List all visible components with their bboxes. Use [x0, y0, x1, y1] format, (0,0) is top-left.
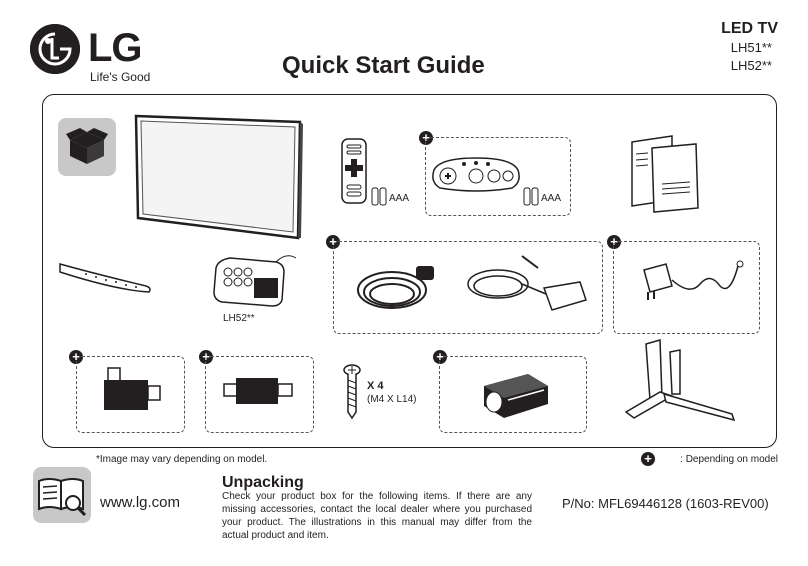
remote-lh52-illustration	[210, 252, 300, 317]
product-type: LED TV	[721, 20, 778, 37]
part-number: P/No: MFL69446128 (1603-REV00)	[562, 496, 769, 511]
optional-plus-icon: +	[326, 235, 340, 249]
unpacking-text: Check your product box for the following items. If there are any missing accessories, contact the local dealer where you purchased your product. The illustrations in this manual may differ from the actual product and item.	[222, 491, 532, 541]
ferrite-core-illustration	[478, 366, 558, 429]
optional-plus-icon: +	[433, 350, 447, 364]
wall-adapter-illustration	[640, 256, 750, 311]
website-link[interactable]: www.lg.com	[100, 494, 181, 511]
tv-illustration	[132, 112, 304, 247]
screw-spec: (M4 X L14)	[367, 394, 417, 405]
legend-text: : Depending on model	[680, 454, 778, 465]
optional-plus-icon: +	[607, 235, 621, 249]
ac-adapter-illustration	[462, 254, 592, 329]
battery-label: AAA	[541, 193, 562, 204]
image-disclaimer: *Image may vary depending on model.	[96, 454, 268, 465]
manuals-illustration	[628, 134, 702, 219]
battery-label: AAA	[389, 193, 410, 204]
straight-adapter-illustration	[222, 374, 296, 413]
cable-holder-illustration	[56, 254, 156, 301]
screw-illustration	[342, 364, 362, 425]
battery-icon	[523, 186, 539, 211]
remote-lh52-label: LH52**	[223, 313, 255, 324]
standard-remote-illustration	[340, 137, 370, 212]
page-title: Quick Start Guide	[282, 52, 485, 79]
stand-illustration	[620, 338, 740, 427]
angle-adapter-illustration	[98, 366, 162, 421]
battery-icon	[371, 186, 387, 211]
optional-plus-icon: +	[199, 350, 213, 364]
screw-count: X 4	[367, 380, 384, 392]
box-icon	[58, 118, 116, 176]
tagline: Life's Good	[90, 70, 151, 84]
optional-plus-icon: +	[69, 350, 83, 364]
book-search-icon	[33, 467, 91, 523]
unpacking-heading: Unpacking	[222, 474, 304, 491]
power-cord-illustration	[352, 256, 444, 321]
legend-plus-icon: +	[641, 452, 655, 466]
lg-logo-icon	[30, 24, 80, 74]
model-2: LH52**	[730, 58, 772, 73]
magic-remote-illustration	[430, 156, 522, 199]
optional-plus-icon: +	[419, 131, 433, 145]
model-1: LH51**	[730, 40, 772, 55]
logo-text: LG	[88, 26, 142, 70]
